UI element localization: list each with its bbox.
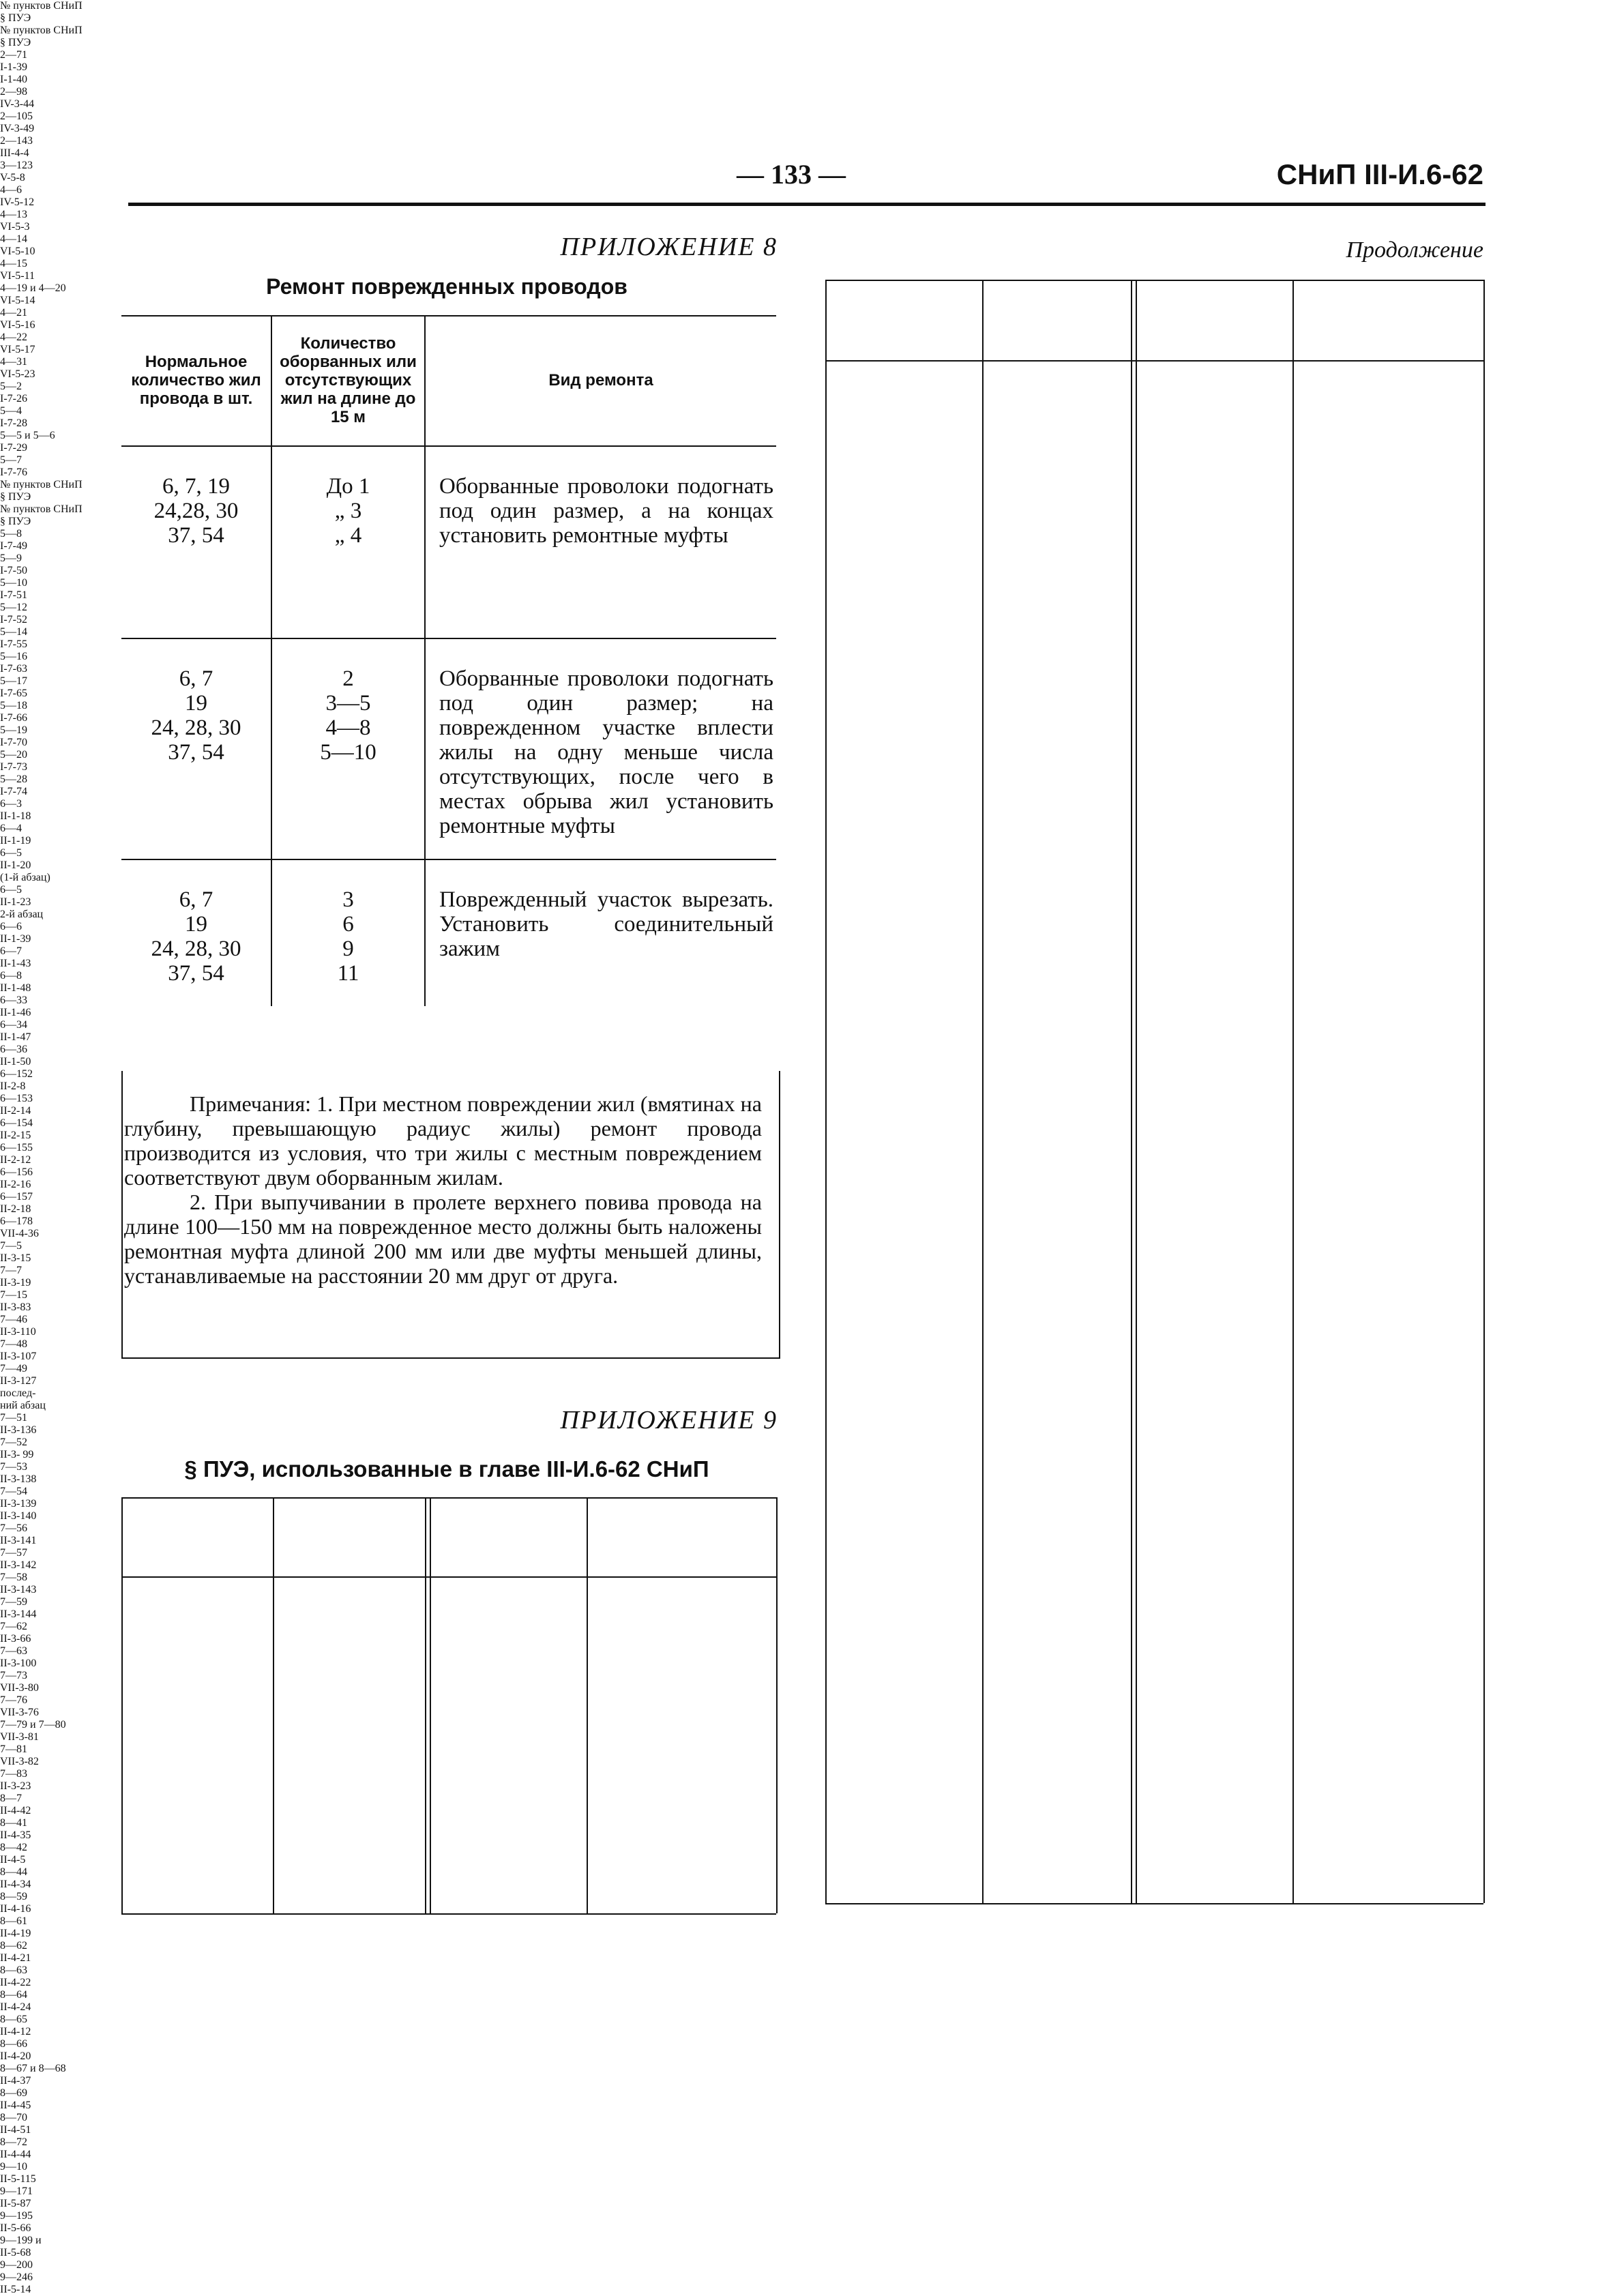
page-number: — 133 — <box>737 159 846 190</box>
pue-section-cell: II-3-66 <box>0 1633 31 1645</box>
header-rule <box>128 203 1486 206</box>
pue-section-cell: VII-3-80 <box>0 1682 39 1694</box>
snip-item-cell: 6—36 <box>0 1044 27 1055</box>
table-column-rule <box>776 1497 778 1913</box>
table-column-rule <box>587 1497 588 1913</box>
wires-value: 24,28, 30 <box>153 499 239 523</box>
pue-section-cell: II-4-5 <box>0 1854 26 1866</box>
snip-item-cell: 3—123 <box>0 160 33 171</box>
snip-item-cell: 8—41 <box>0 1817 27 1829</box>
pue-section-cell: II-3-19 <box>0 1277 31 1289</box>
repair-description: Поврежденный участок вырезать. Установить соединительный зажим <box>425 859 776 1006</box>
snip-item-cell: 5—28 <box>0 774 27 785</box>
pue-section-cell: I-7-74 <box>0 786 27 797</box>
pue-section-cell: VI-5-23 <box>0 368 35 380</box>
snip-item-cell: 5—17 <box>0 675 27 687</box>
table-column-rule <box>982 280 984 1903</box>
table-header-cell: № пунктов СНиП <box>0 25 83 36</box>
snip-item-cell: 8—72 <box>0 2136 27 2148</box>
pue-section-cell: II-3-107 <box>0 1351 37 1362</box>
snip-item-cell: 6—156 <box>0 1166 33 1178</box>
snip-item-cell: 5—19 <box>0 724 27 736</box>
table-bottom-rule <box>121 1913 776 1915</box>
pue-section-cell: I-7-66 <box>0 712 27 724</box>
snip-item-cell: 7—63 <box>0 1645 27 1657</box>
snip-item-cell: 4—31 <box>0 356 27 368</box>
repair-description: Оборванные проволоки подогнать под один размер; на поврежденном участке вплести жилы на одну меньше числа отсутствующих, после чего в местах обрыва жил установить ремонтные муфты <box>425 638 776 859</box>
snip-item-cell: 7—79 и 7—80 <box>0 1719 66 1731</box>
pue-section-cell: I-7-63 <box>0 663 27 675</box>
snip-item-cell: 9—10 <box>0 2161 27 2173</box>
pue-section-cell: II-4-21 <box>0 1952 31 1964</box>
pue-section-cell: II-4-12 <box>0 2026 31 2037</box>
table-top-rule <box>825 280 1483 281</box>
pue-section-cell: II-4-20 <box>0 2050 31 2062</box>
snip-item-cell: 6—33 <box>0 995 27 1006</box>
table-header-cell: § ПУЭ <box>0 491 31 503</box>
pue-section-cell: II-1-20 <box>0 859 31 871</box>
pue-section-cell: I-1-39 <box>0 61 27 73</box>
pue-section-cell: IV-3-44 <box>0 98 35 110</box>
snip-item-cell: 5—8 <box>0 528 22 540</box>
snip-item-cell: 5—7 <box>0 454 22 466</box>
snip-item-cell: 4—22 <box>0 332 27 343</box>
pue-section-cell: II-4-22 <box>0 1977 31 1988</box>
pue-section-cell: II-3-141 <box>0 1535 37 1546</box>
pue-section-cell: I-7-26 <box>0 393 27 404</box>
pue-section-cell: I-7-51 <box>0 589 27 601</box>
pue-section-cell: II-1-50 <box>0 1056 31 1068</box>
pue-section-cell: I-7-65 <box>0 688 27 699</box>
snip-item-cell: 8—7 <box>0 1793 22 1804</box>
snip-item-cell: 7—15 <box>0 1289 27 1301</box>
pue-section-cell: II-1-23 <box>0 896 31 908</box>
snip-item-cell: (1-й абзац) <box>0 872 50 883</box>
snip-item-cell: 8—44 <box>0 1866 27 1878</box>
snip-item-cell: 2-й абзац <box>0 909 44 920</box>
pue-section-cell: II-3-136 <box>0 1424 37 1436</box>
pue-section-cell: II-1-39 <box>0 933 31 945</box>
snip-item-cell: 6—152 <box>0 1068 33 1080</box>
pue-section-cell: VII-4-36 <box>0 1228 39 1239</box>
pue-section-cell: II-2-8 <box>0 1080 26 1092</box>
pue-section-cell: VI-5-14 <box>0 295 35 306</box>
wires-value: 19 <box>185 912 207 937</box>
table-column-rule <box>121 1497 123 1913</box>
table-top-rule <box>121 1497 776 1499</box>
table-column-rule <box>430 1497 431 1913</box>
pue-section-cell: II-3-144 <box>0 1608 37 1620</box>
pue-section-cell: II-3- 99 <box>0 1449 34 1460</box>
wires-cell <box>121 638 271 859</box>
appendix-8-heading: ПРИЛОЖЕНИЕ 8 <box>560 233 778 261</box>
pue-section-cell: I-7-29 <box>0 442 27 454</box>
wires-value: 37, 54 <box>168 740 224 765</box>
broken-value: „ 3 <box>334 499 362 523</box>
pue-section-cell: II-1-48 <box>0 982 31 994</box>
table-header-cell: № пунктов СНиП <box>0 479 83 490</box>
note-2: 2. При выпучивании в пролете верхнего повива провода на длине 100—150 мм на поврежденное место должны быть наложены ремонтная муфта длиной 200 мм или две муфты меньшей длины, устанавливаемые на расстоянии 20 мм друг от друга. <box>124 1190 762 1288</box>
repair-table-row <box>121 446 776 638</box>
snip-item-cell: 5—18 <box>0 700 27 711</box>
table-header-rule <box>825 360 1483 362</box>
snip-item-cell: 7—7 <box>0 1265 22 1276</box>
broken-value: 11 <box>337 961 359 986</box>
snip-item-cell: 6—7 <box>0 945 22 957</box>
snip-item-cell: 7—56 <box>0 1522 27 1534</box>
pue-section-cell: II-2-14 <box>0 1105 31 1117</box>
broken-value: До 1 <box>326 474 370 499</box>
snip-item-cell: 7—49 <box>0 1363 27 1374</box>
snip-item-cell: 6—157 <box>0 1191 33 1203</box>
table-header-cell: § ПУЭ <box>0 12 31 24</box>
snip-item-cell: 8—65 <box>0 2014 27 2025</box>
snip-item-cell: 7—57 <box>0 1547 27 1559</box>
repair-description: Оборванные проволоки подогнать под один размер, а на концах установить ремонтные муфты <box>425 446 776 638</box>
pue-section-cell: I-7-52 <box>0 614 27 625</box>
wires-value: 6, 7 <box>179 666 213 691</box>
repair-table <box>121 315 776 1006</box>
repair-table-row <box>121 638 776 859</box>
pue-section-cell: II-1-43 <box>0 958 31 969</box>
snip-item-cell: 8—66 <box>0 2038 27 2050</box>
wires-cell <box>121 446 271 638</box>
snip-item-cell: 4—13 <box>0 209 27 220</box>
snip-item-cell: 6—153 <box>0 1093 33 1104</box>
broken-value: „ 4 <box>334 523 362 548</box>
pue-section-cell: II-4-16 <box>0 1903 31 1915</box>
pue-section-cell: II-4-19 <box>0 1928 31 1939</box>
snip-item-cell: 9—199 и <box>0 2235 42 2246</box>
snip-item-cell: 8—59 <box>0 1891 27 1902</box>
pue-section-cell: I-7-49 <box>0 540 27 552</box>
wires-cell <box>121 859 271 1006</box>
snip-item-cell: 5—10 <box>0 577 27 589</box>
pue-section-cell: VI-5-16 <box>0 319 35 331</box>
snip-item-cell: 5—12 <box>0 602 27 613</box>
snip-item-cell: 5—4 <box>0 405 22 417</box>
pue-section-cell: VI-5-3 <box>0 221 30 233</box>
wires-value: 6, 7 <box>179 887 213 912</box>
broken-value: 2 <box>342 666 354 691</box>
snip-item-cell: 6—34 <box>0 1019 27 1031</box>
wires-value: 24, 28, 30 <box>151 937 241 961</box>
snip-item-cell: 4—14 <box>0 233 27 245</box>
wires-value: 37, 54 <box>168 961 224 986</box>
repair-table-row <box>121 859 776 1006</box>
snip-item-cell: 7—54 <box>0 1486 27 1497</box>
broken-value: 3 <box>342 887 354 912</box>
snip-item-cell: 4—21 <box>0 307 27 319</box>
table-column-rule <box>825 280 827 1903</box>
broken-value: 5—10 <box>320 740 376 765</box>
pue-section-cell: VI-5-11 <box>0 270 35 282</box>
snip-item-cell: 6—6 <box>0 921 22 932</box>
pue-section-cell: II-1-19 <box>0 835 31 847</box>
snip-item-cell: 5—16 <box>0 651 27 662</box>
snip-item-cell: 7—48 <box>0 1338 27 1350</box>
pue-section-cell: II-3-23 <box>0 1780 31 1792</box>
snip-item-cell: 9—195 <box>0 2210 33 2222</box>
table-header-cell: § ПУЭ <box>0 37 31 48</box>
pue-section-cell: II-3-138 <box>0 1473 37 1485</box>
document-code: СНиП III-И.6-62 <box>1276 158 1483 190</box>
snip-item-cell: 5—2 <box>0 381 22 392</box>
snip-item-cell: 7—62 <box>0 1621 27 1632</box>
snip-item-cell: 7—59 <box>0 1596 27 1608</box>
table-header-cell: № пунктов СНиП <box>0 0 83 12</box>
snip-item-cell: 5—14 <box>0 626 27 638</box>
snip-item-cell: 6—5 <box>0 847 22 859</box>
pue-section-cell: II-5-68 <box>0 2247 31 2258</box>
pue-section-cell: I-7-50 <box>0 565 27 576</box>
snip-item-cell: 7—53 <box>0 1461 27 1473</box>
table-double-rule <box>425 1497 426 1913</box>
snip-item-cell: 7—51 <box>0 1412 27 1424</box>
snip-item-cell: 2—105 <box>0 111 33 122</box>
pue-section-cell: VI-5-17 <box>0 344 35 355</box>
snip-item-cell: 4—15 <box>0 258 27 269</box>
snip-item-cell: 6—178 <box>0 1216 33 1227</box>
snip-item-cell: 4—6 <box>0 184 22 196</box>
pue-section-cell: II-3-127 <box>0 1375 37 1387</box>
wires-value: 24, 28, 30 <box>151 716 241 740</box>
broken-cell <box>271 638 425 859</box>
broken-value: 3—5 <box>325 691 371 716</box>
note-1: Примечания: 1. При местном повреждении жил (вмятинах на глубину, превышающую радиус жилы) ремонт провода производится из условия, что три жилы с местным повреждением соответствуют двум оборванным жилам. <box>124 1091 762 1190</box>
snip-item-cell: 7—46 <box>0 1314 27 1325</box>
pue-section-cell: ний абзац <box>0 1400 46 1411</box>
snip-item-cell: 4—19 и 4—20 <box>0 282 66 294</box>
snip-item-cell: 7—83 <box>0 1768 27 1780</box>
pue-section-cell: I-7-28 <box>0 417 27 429</box>
broken-cell <box>271 859 425 1006</box>
pue-section-cell: II-2-16 <box>0 1179 31 1190</box>
pue-section-cell: I-7-55 <box>0 638 27 650</box>
broken-cell <box>271 446 425 638</box>
snip-item-cell: 6—155 <box>0 1142 33 1153</box>
pue-section-cell: II-3-139 <box>0 1498 37 1510</box>
snip-item-cell: 2—143 <box>0 135 33 147</box>
table-header-rule <box>121 1576 776 1578</box>
pue-section-cell: II-3-142 <box>0 1559 37 1571</box>
pue-section-cell: послед- <box>0 1387 36 1399</box>
snip-item-cell: 8—63 <box>0 1964 27 1976</box>
wires-value: 6, 7, 19 <box>162 474 230 499</box>
pue-section-cell: II-1-46 <box>0 1007 31 1018</box>
snip-item-cell: 6—154 <box>0 1117 33 1129</box>
repair-notes <box>124 1091 762 1288</box>
snip-item-cell: 7—76 <box>0 1694 27 1706</box>
table-column-rule <box>273 1497 274 1913</box>
pue-section-cell: V-5-8 <box>0 172 25 183</box>
pue-section-cell: I-7-70 <box>0 737 27 748</box>
snip-item-cell: 7—73 <box>0 1670 27 1681</box>
snip-item-cell: 8—70 <box>0 2112 27 2123</box>
pue-section-cell: VII-3-81 <box>0 1731 39 1743</box>
repair-table-header-broken: Количество оборванных или отсутствующих жил на длине до 15 м <box>271 315 425 446</box>
snip-item-cell: 6—5 <box>0 884 22 896</box>
table-column-rule <box>1292 280 1294 1903</box>
pue-section-cell: III-4-4 <box>0 147 29 159</box>
repair-table-header-wires: Нормальное количество жил провода в шт. <box>121 315 271 446</box>
pue-section-cell: II-2-18 <box>0 1203 31 1215</box>
pue-section-cell: IV-3-49 <box>0 123 35 134</box>
snip-item-cell: 2—71 <box>0 49 27 61</box>
pue-section-cell: II-4-42 <box>0 1805 31 1816</box>
broken-value: 6 <box>342 912 354 937</box>
table-header-cell: № пунктов СНиП <box>0 503 83 515</box>
pue-section-cell: II-4-35 <box>0 1829 31 1841</box>
snip-item-cell: 5—5 и 5—6 <box>0 430 55 441</box>
snip-item-cell: 9—200 <box>0 2259 33 2271</box>
continuation-label: Продолжение <box>1346 237 1483 263</box>
snip-item-cell: 2—98 <box>0 86 27 98</box>
wires-value: 19 <box>185 691 207 716</box>
snip-item-cell: 7—5 <box>0 1240 22 1252</box>
pue-section-cell: II-3-143 <box>0 1584 37 1595</box>
pue-section-cell: II-4-34 <box>0 1879 31 1890</box>
snip-item-cell: 8—69 <box>0 2087 27 2099</box>
pue-section-cell: II-4-45 <box>0 2100 31 2111</box>
pue-section-cell: II-3-110 <box>0 1326 36 1338</box>
pue-section-cell: I-7-76 <box>0 467 27 478</box>
pue-section-cell: II-4-37 <box>0 2075 31 2087</box>
pue-section-cell: II-3-83 <box>0 1301 31 1313</box>
snip-item-cell: 5—20 <box>0 749 27 761</box>
broken-value: 4—8 <box>325 716 371 740</box>
pue-section-cell: II-4-44 <box>0 2149 31 2160</box>
snip-item-cell: 8—61 <box>0 1915 27 1927</box>
pue-section-cell: II-5-66 <box>0 2222 31 2234</box>
pue-section-cell: II-1-18 <box>0 810 31 822</box>
snip-item-cell: 8—42 <box>0 1842 27 1853</box>
table-bottom-rule <box>825 1903 1483 1904</box>
table-header-cell: § ПУЭ <box>0 516 31 527</box>
snip-item-cell: 6—3 <box>0 798 22 810</box>
pue-section-cell: II-1-47 <box>0 1031 31 1043</box>
pue-section-cell: VII-3-82 <box>0 1756 39 1767</box>
pue-section-cell: II-3-15 <box>0 1252 31 1264</box>
snip-item-cell: 7—52 <box>0 1437 27 1448</box>
appendix-9-heading: ПРИЛОЖЕНИЕ 9 <box>560 1406 778 1434</box>
repair-table-header-repair: Вид ремонта <box>425 315 776 446</box>
appendix-8-title: Ремонт поврежденных проводов <box>266 274 627 299</box>
pue-section-cell: II-5-87 <box>0 2198 31 2209</box>
snip-item-cell: 9—246 <box>0 2271 33 2283</box>
pue-section-cell: II-3-100 <box>0 1658 37 1669</box>
snip-item-cell: 9—171 <box>0 2185 33 2197</box>
table-column-rule <box>1483 280 1485 1903</box>
pue-section-cell: VI-5-10 <box>0 246 35 257</box>
appendix-9-title: § ПУЭ, использованные в главе III-И.6-62 СНиП <box>184 1456 709 1482</box>
pue-section-cell: II-2-15 <box>0 1130 31 1141</box>
snip-item-cell: 6—4 <box>0 823 22 834</box>
pue-section-cell: I-7-73 <box>0 761 27 773</box>
snip-item-cell: 8—62 <box>0 1940 27 1952</box>
pue-section-cell: II-2-12 <box>0 1154 31 1166</box>
snip-item-cell: 8—64 <box>0 1989 27 2001</box>
wires-value: 37, 54 <box>168 523 224 548</box>
pue-section-cell: IV-5-12 <box>0 196 35 208</box>
snip-item-cell: 5—9 <box>0 553 22 564</box>
broken-value: 9 <box>342 937 354 961</box>
snip-item-cell: 7—58 <box>0 1572 27 1583</box>
snip-item-cell: 7—81 <box>0 1743 27 1755</box>
table-column-rule <box>1136 280 1137 1903</box>
pue-section-cell: II-3-140 <box>0 1510 37 1522</box>
pue-section-cell: VII-3-76 <box>0 1707 39 1718</box>
snip-item-cell: 8—67 и 8—68 <box>0 2063 66 2074</box>
pue-section-cell: II-5-14 <box>0 2284 31 2295</box>
pue-section-cell: II-5-115 <box>0 2173 36 2185</box>
pue-section-cell: II-4-51 <box>0 2124 31 2136</box>
snip-item-cell: 6—8 <box>0 970 22 982</box>
table-double-rule <box>1131 280 1132 1903</box>
pue-section-cell: I-1-40 <box>0 74 27 85</box>
pue-section-cell: II-4-24 <box>0 2001 31 2013</box>
